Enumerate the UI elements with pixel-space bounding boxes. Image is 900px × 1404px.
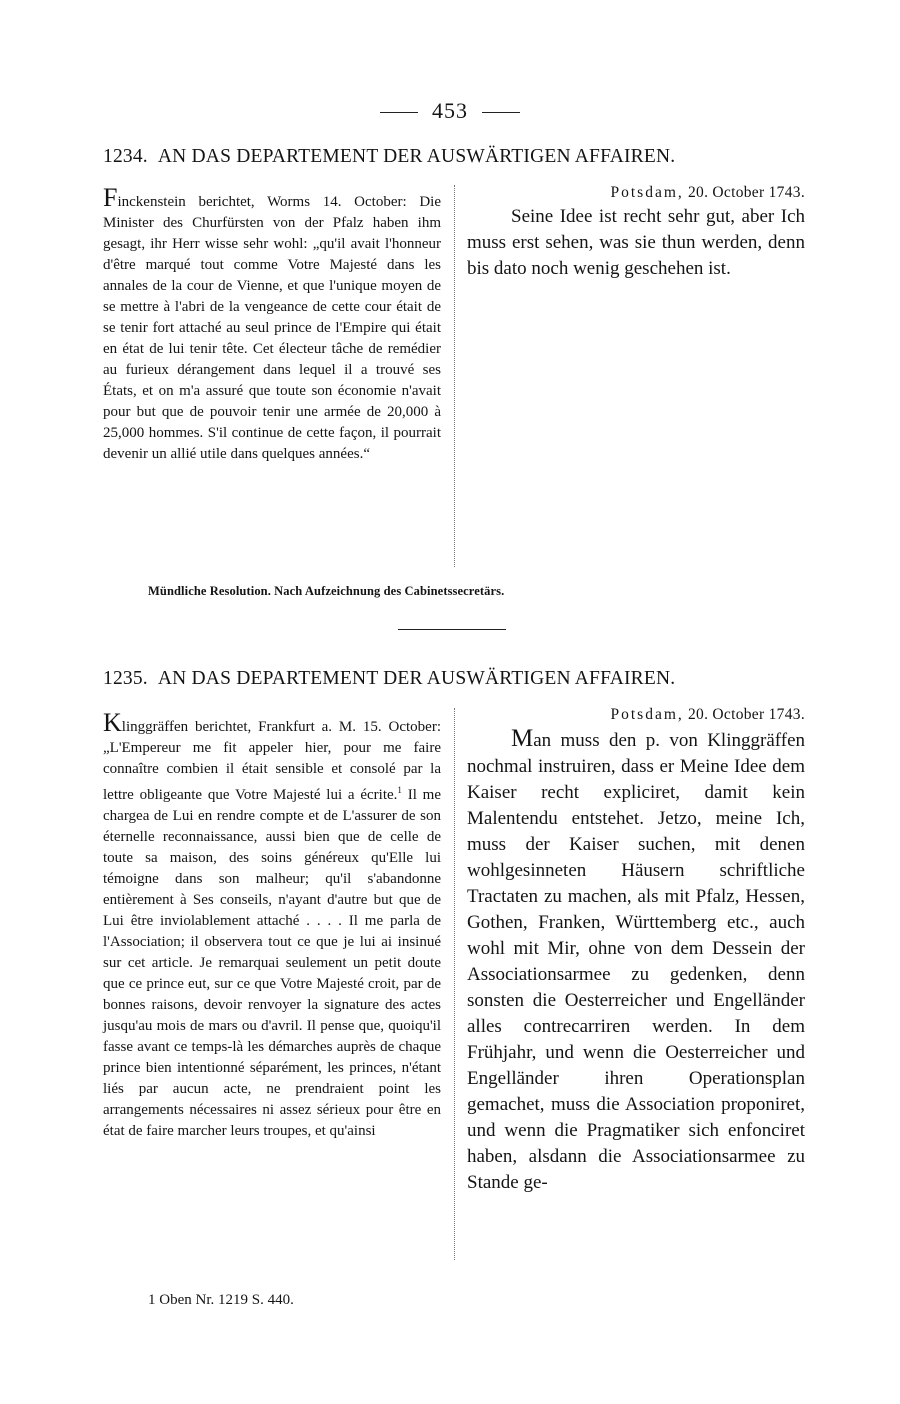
drop-capital: F (103, 183, 118, 212)
page-number (0, 98, 900, 124)
heading-1235 (103, 668, 803, 690)
footnote (148, 1292, 294, 1309)
resolution-1235 (467, 704, 805, 1196)
dateline (467, 182, 805, 204)
resolution-1234 (467, 182, 805, 282)
footnote-mark: 1 (148, 1292, 156, 1308)
dateline (467, 704, 805, 726)
drop-capital: K (103, 708, 122, 737)
section-separator (398, 629, 506, 630)
doc-title: AN DAS DEPARTEMENT DER AUSWÄRTIGEN AFFAIREN. (157, 668, 676, 689)
initial-letter: M (511, 725, 534, 752)
date-text: 20. October 1743. (687, 184, 805, 201)
column-divider (454, 185, 455, 567)
page-number-value: 453 (432, 98, 468, 123)
date-text: 20. October 1743. (687, 706, 805, 723)
footnote-text: Oben Nr. 1219 S. 440. (159, 1292, 294, 1308)
heading-1234 (103, 146, 803, 168)
report-text-part-2: Il me chargea de Lui en rendre compte et de L'assurer de son éternelle reconnaissance, aussi bien que de celle de toute sa maison, des soins généreux qu'Elle lui témoigne dans son malheur; qu'il s'abandonne entièrement à Ses conseils, n'ayant d'autre but que de Lui être inviolablement attaché . . . . Il me parla de l'Association; il observera tout ce que je lui ai insinué sur cet article. Je remarquai seulement un petit doute que ce prince eut, sur ce que Votre Majesté croit, par de bonnes raisons, devoir renvoyer la signature des actes jusqu'au mois de mars ou d'avril. Il pense que, quoiqu'il fasse avant ce temps-là les démarches auprès de chaque prince bien intentionné séparément, les princes, n'étant liés par aucun acte, ne prendraient point les arrangements nécessaires ni assez sérieux pour être en état de faire marcher leurs troupes, et qu'ainsi (103, 787, 441, 1139)
doc-title: AN DAS DEPARTEMENT DER AUSWÄRTIGEN AFFAIREN. (157, 146, 676, 167)
doc-number: 1234. (103, 146, 148, 167)
dash-left (380, 112, 418, 113)
report-text-part-1: linggräffen berichtet, Frankfurt a. M. 15. October: „L'Empereur me fit appeler hier, pour me faire connaître combien il était sensible et consolé par la lettre obligeante que Votre Majesté lui a écrite. (103, 719, 441, 803)
footnote-reference: 1 (397, 785, 402, 795)
dash-right (482, 112, 520, 113)
source-note: Mündliche Resolution. Nach Aufzeichnung des Cabinetssecretärs. (148, 584, 505, 598)
resolution-body: an muss den p. von Klinggräffen nochmal instruiren, dass er Meine Idee dem Kaiser recht expliciret, damit kein Malentendu entstehet. Jetzo, meine Ich, muss der Kaiser suchen, mit denen wohlgesinneten Häusern schriftliche Tractaten zu machen, als mit Pfalz, Hessen, Gothen, Franken, Württemberg etc., auch wohl mit Mir, ohne von dem Dessein der Associationsarmee zu gedenken, denn sonsten die Oesterreicher und Engelländer alles contrecarriren werden. In dem Frühjahr, und wenn die Oesterreicher und Engelländer ihren Operationsplan gemachet, muss die Association proponiret, und wenn die Pragmatiker sich enfonciret haben, alsdann die Associationsarmee zu Stande ge- (467, 730, 805, 1193)
report-text: inckenstein berichtet, Worms 14. October: Die Minister des Churfürsten von der Pfalz haben ihm gesagt, ihr Herr wisse sehr wohl: „qu'il avait l'honneur d'être marqué tout comme Votre Majesté dans les annales de la cour de Vienne, et que l'unique moyen de se mettre à l'abri de la vengeance de cette cour était de se tenir fort attaché au seul prince de l'Empire qui était en état de lui tenir tête. Cet électeur tâche de remédier au furieux dérangement dans lequel il a trouvé ses États, et on m'a assuré que toute son économie n'avait pour but que de pouvoir tenir une armée de 20,000 à 25,000 hommes. S'il continue de cette façon, il pourrait devenir un allié utile dans quelques années.“ (103, 194, 441, 462)
date-place: Potsdam, (610, 706, 684, 723)
resolution-text (467, 726, 805, 1196)
column-divider (454, 708, 455, 1260)
doc-number: 1235. (103, 668, 148, 689)
report-summary-1234 (103, 183, 441, 465)
date-place: Potsdam, (610, 184, 684, 201)
report-summary-1235 (103, 708, 441, 1142)
resolution-text: Seine Idee ist recht sehr gut, aber Ich muss erst sehen, was sie thun werden, denn bis dato noch wenig geschehen ist. (467, 206, 805, 279)
